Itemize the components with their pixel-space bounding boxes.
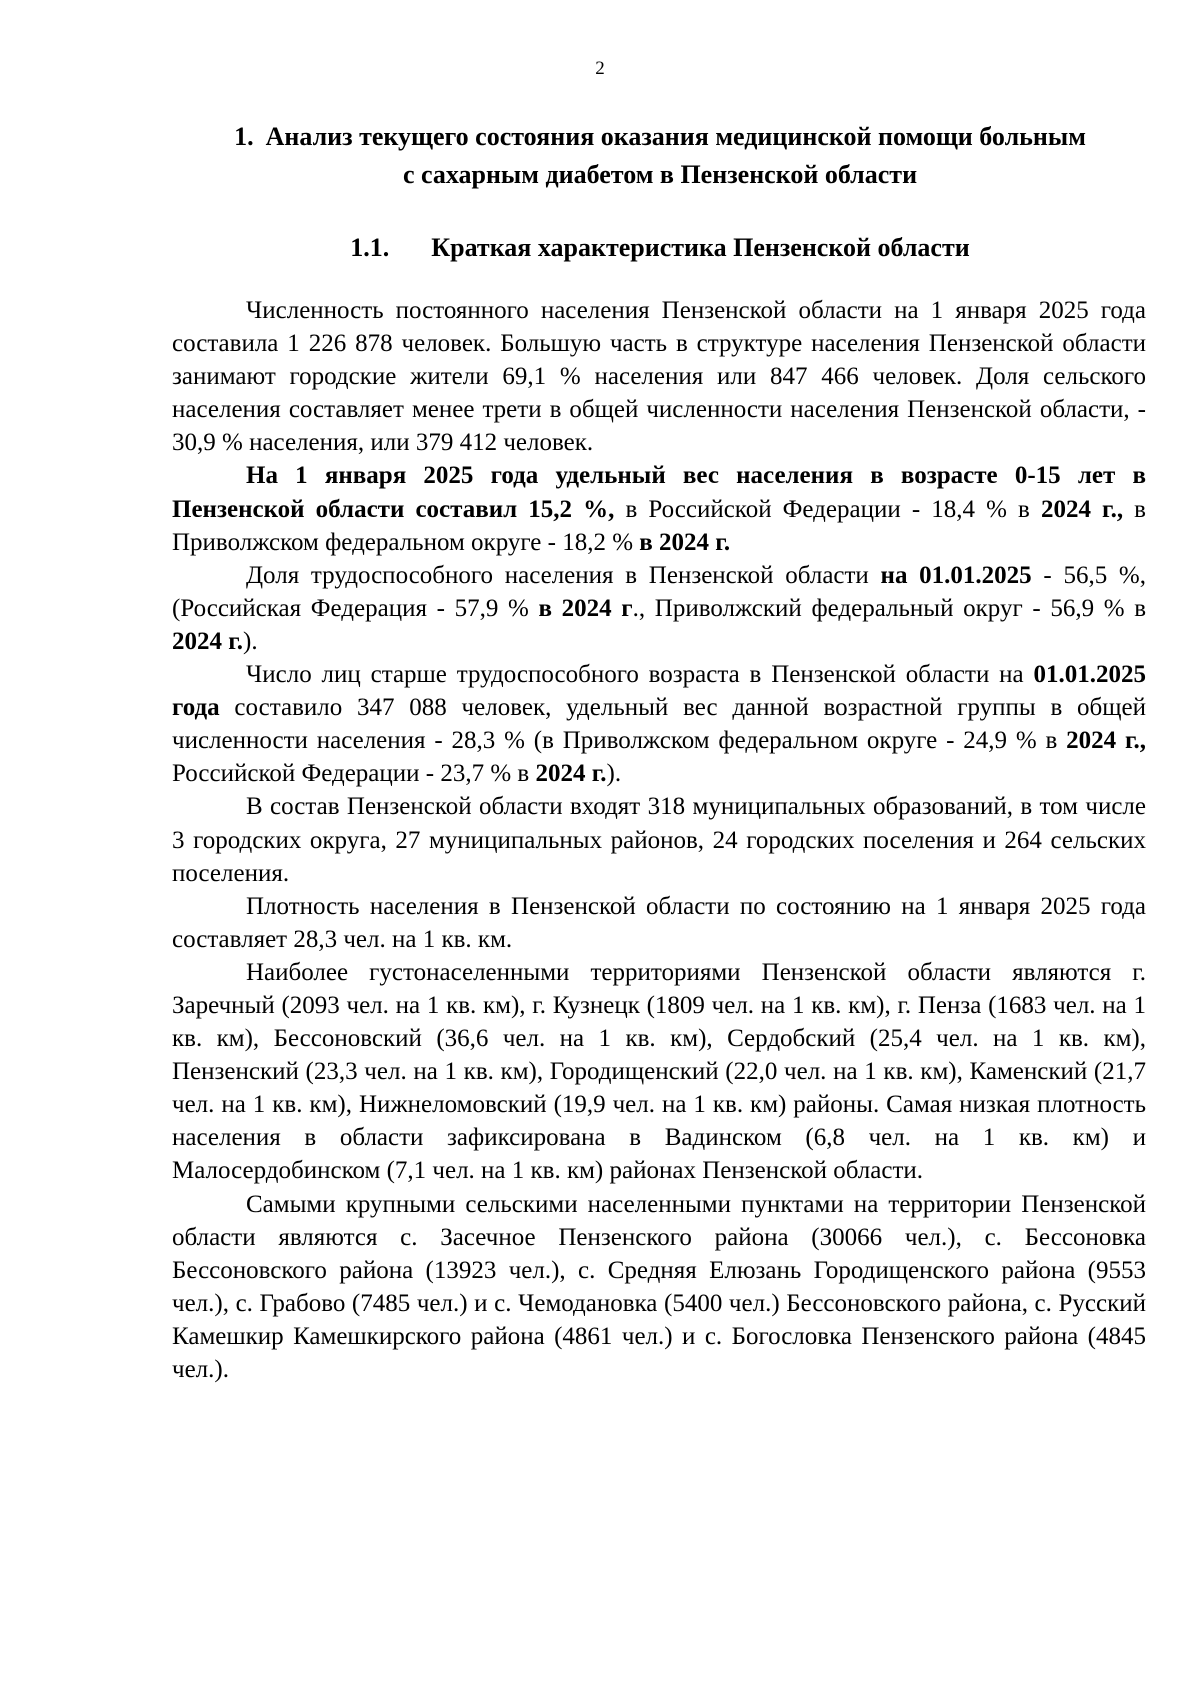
text-run: Доля трудоспособного населения в Пензенской области (246, 561, 881, 589)
page-number: 2 (595, 58, 605, 79)
section-heading-line-1 (170, 118, 1150, 156)
text-run: Число лиц старше трудоспособного возраста в Пензенской области на (246, 661, 1034, 689)
section-heading (170, 118, 1150, 194)
bold-text: 2024 г. (535, 760, 607, 788)
paragraph-working-age (172, 559, 1146, 658)
text-run: ). (243, 627, 258, 655)
paragraph-rural-settlements: Самыми крупными сельскими населенными пунктами на территории Пензенской области являются с. Засечное Пензенского района (30066 чел.), с. Бессоновка Бессоновского района (13923 чел.), с. Средняя Елюзань Городищенского района (9553 чел.), с. Грабово (7485 чел.) и с. Чемодановка (5400 чел.) Бессоновского района, с. Русский Камешкир Камешкирского района (4861 чел.) и с. Богословка Пензенского района (4845 чел.). (172, 1190, 1146, 1383)
subsection-heading (170, 230, 1150, 266)
body-text (172, 294, 1146, 1386)
section-title-part-2: с сахарным диабетом в Пензенской области (402, 160, 918, 189)
bold-text: 01.01.2025 года (172, 661, 1146, 722)
paragraph-older-age (172, 658, 1146, 790)
bold-text: 2024 г. (172, 627, 244, 655)
text-run: ). (606, 760, 622, 788)
section-title-part-1: Анализ текущего состояния оказания медицинской помощи больным (265, 122, 1086, 151)
subsection-number: 1.1. (350, 233, 390, 262)
bold-text: 2024 г., (1066, 727, 1146, 755)
text-run: в Приволжском федеральном округе - 18,2 % (172, 495, 1146, 556)
paragraph-municipalities: В состав Пензенской области входят 318 муниципальных образований, в том числе 3 городских округа, 27 муниципальных районов, 24 городских поселения и 264 сельских поселения. (172, 793, 1146, 887)
bold-text: на 01.01.2025 (880, 561, 1032, 589)
text-run: Российской Федерации - 23,7 % в (172, 760, 536, 788)
text-run: составило 347 088 человек, удельный вес данной возрастной группы в общей численности населения - 28,3 % (в Приволжском федеральном округе - 24,9 % в (172, 694, 1146, 755)
bold-text: в 2024 г (538, 594, 633, 622)
paragraph-density: Плотность населения в Пензенской области по состоянию на 1 января 2025 года составляет 28,3 чел. на 1 кв. км. (172, 892, 1146, 953)
bold-text: 2024 г., (1040, 495, 1124, 523)
paragraph-population: Численность постоянного населения Пензенской области на 1 января 2025 года составила 1 226 878 человек. Большую часть в структуре населения Пензенской области занимают городские жители 69,1 % населения или 847 466 человек. Доля сельского населения составляет менее трети в общей численности населения Пензенской области, - 30,9 % населения, или 379 412 человек. (172, 297, 1146, 457)
text-run: - 56,5 %, (Российская Федерация - 57,9 % (172, 561, 1147, 622)
section-number: 1. (234, 122, 254, 151)
text-run: в Российской Федерации - 18,4 % в (614, 495, 1041, 523)
paragraph-age-0-15 (172, 459, 1146, 558)
paragraph-dense-territories: Наиболее густонаселенными территориями Пензенской области являются г. Заречный (2093 чел. на 1 кв. км), г. Кузнецк (1809 чел. на 1 кв. км), г. Пенза (1683 чел. на 1 кв. км), Бессоновский (36,6 чел. на 1 кв. км), Сердобский (25,4 чел. на 1 кв. км), Пензенский (23,3 чел. на 1 кв. км), Городищенский (22,0 чел. на 1 кв. км), Каменский (21,7 чел. на 1 кв. км), Нижнеломовский (19,9 чел. на 1 кв. км) районы. Самая низкая плотность населения в области зафиксирована в Вадинском (6,8 чел. на 1 кв. км) и Малосердобинском (7,1 чел. на 1 кв. км) районах Пензенской области. (172, 958, 1146, 1185)
subsection-title: Краткая характеристика Пензенской области (431, 233, 970, 262)
bold-text: в 2024 г. (639, 528, 731, 556)
text-run: ., Приволжский федеральный округ - 56,9 % в (632, 594, 1146, 622)
bold-text: На 1 января 2025 года удельный вес населения в возрасте 0-15 лет в Пензенской области составил 15,2 %, (172, 462, 1146, 523)
